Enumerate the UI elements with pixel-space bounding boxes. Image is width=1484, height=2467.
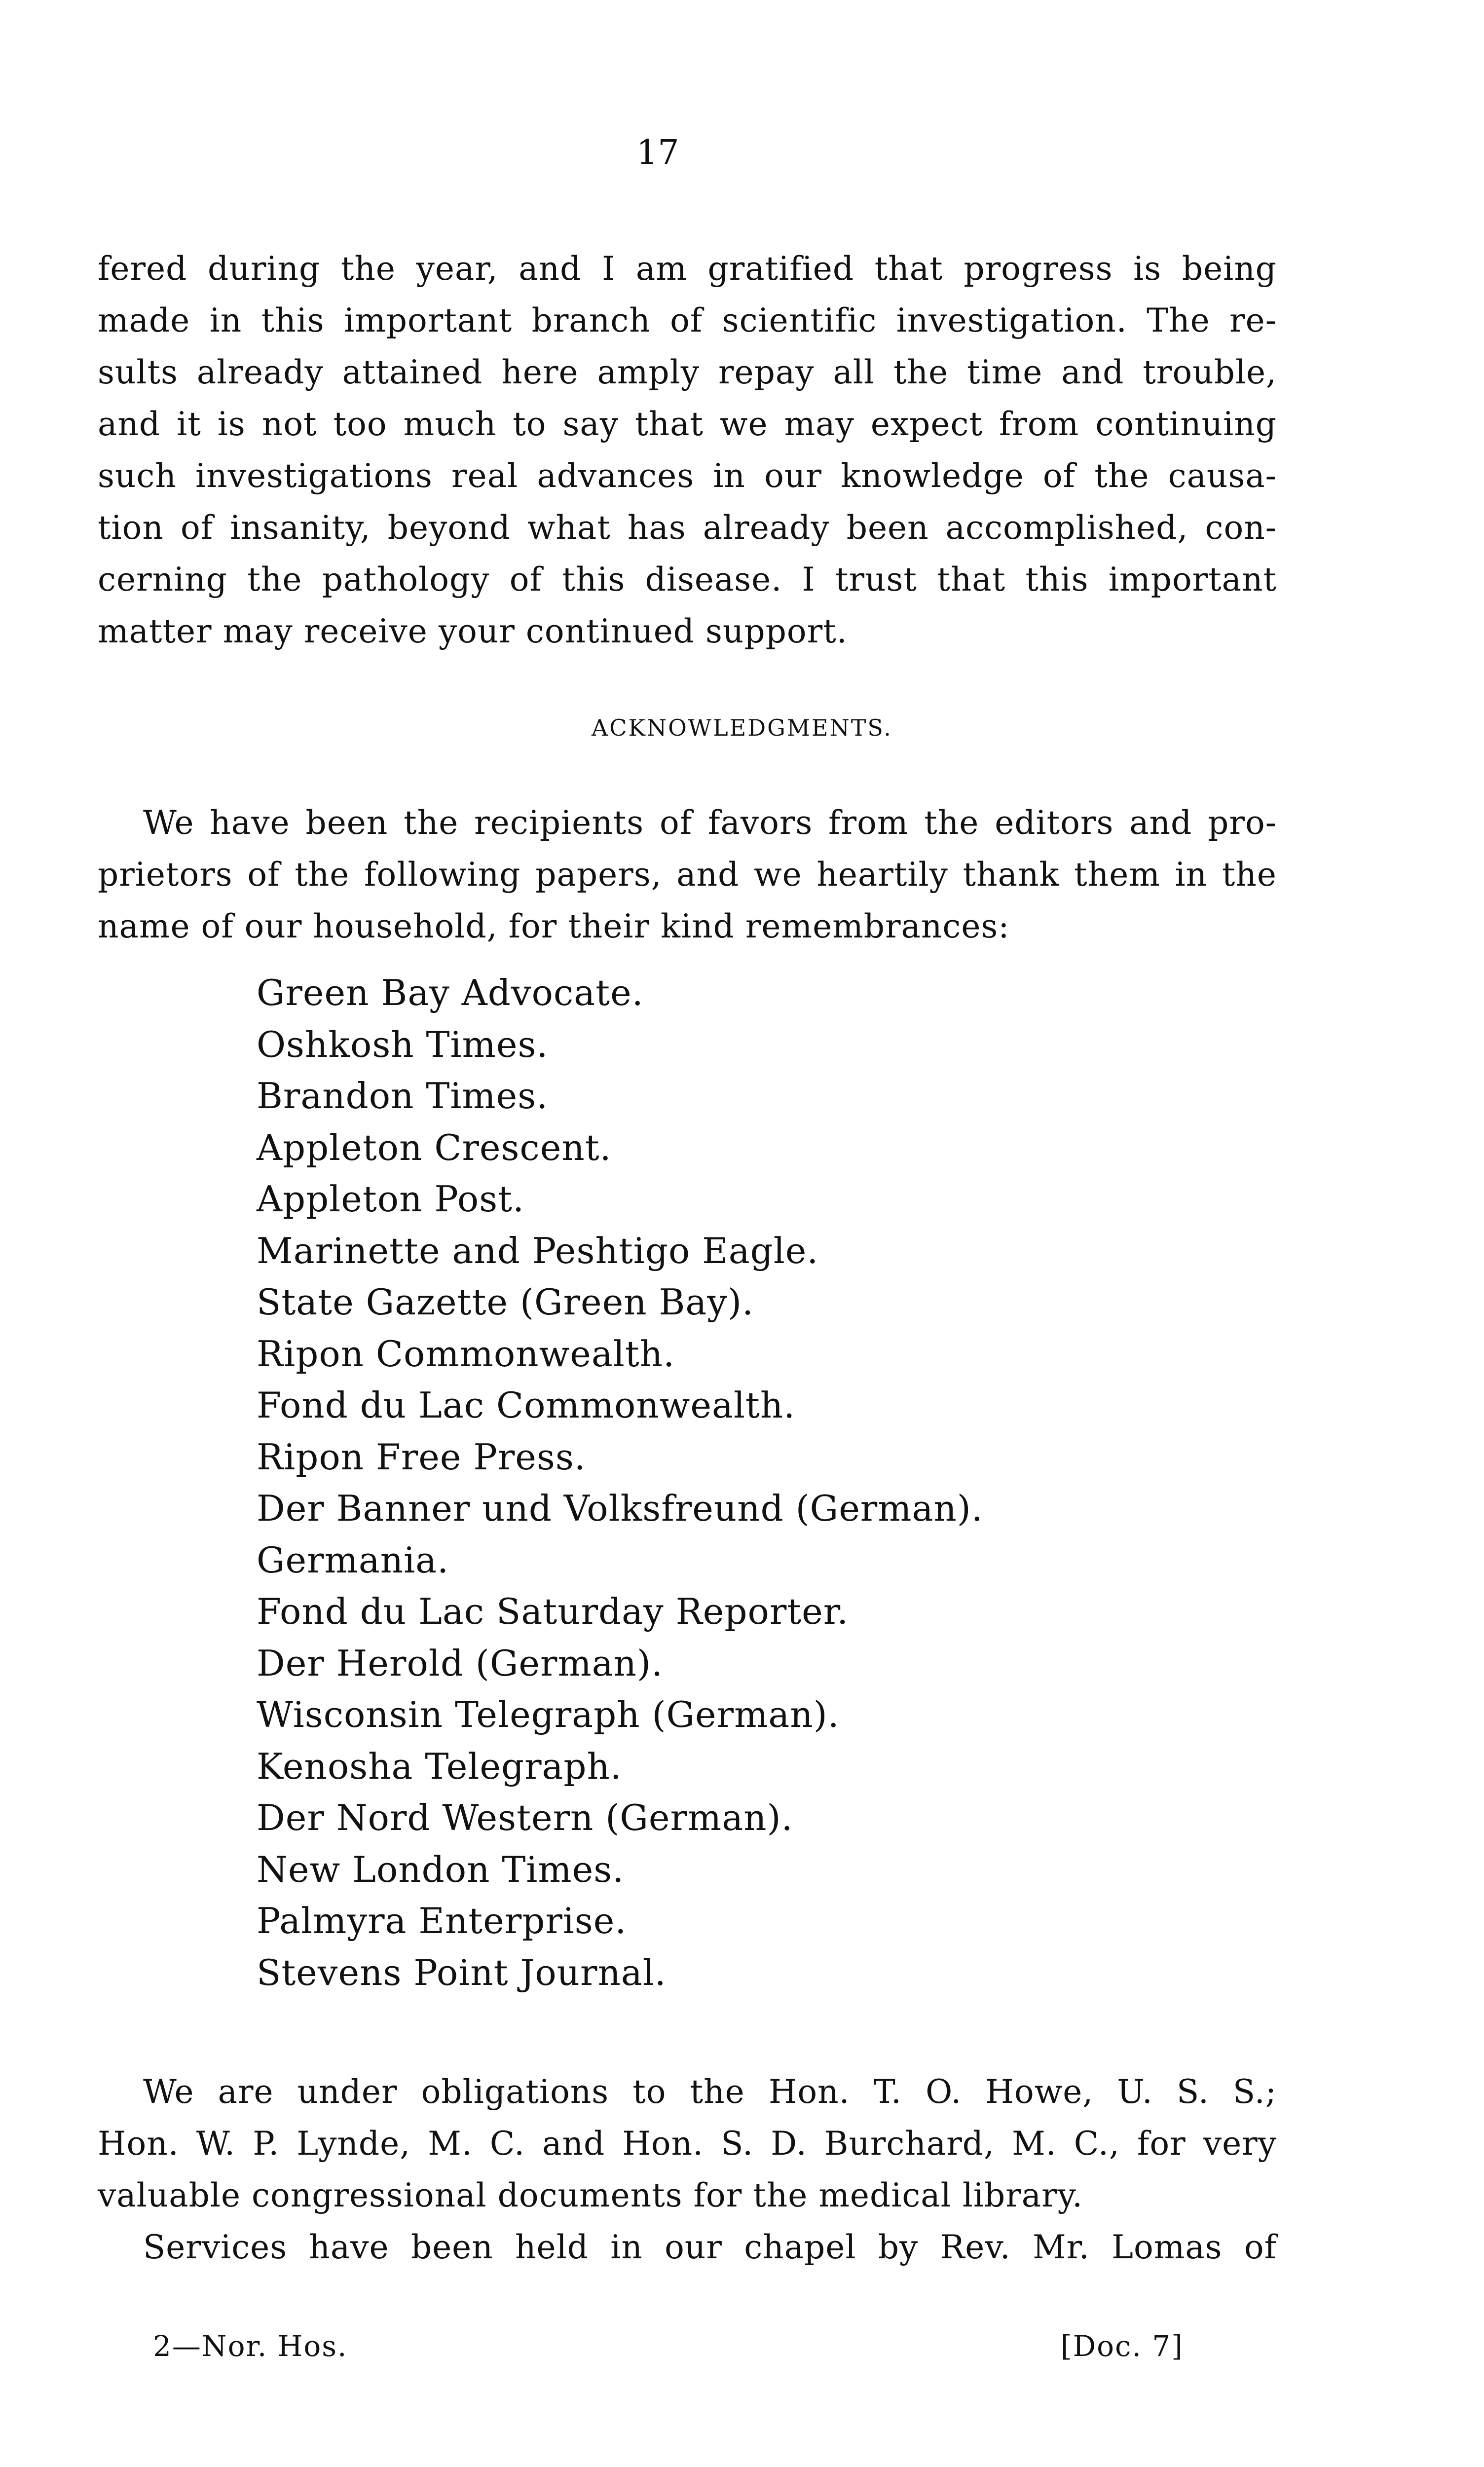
papers-list	[257, 967, 983, 1998]
list-item: Marinette and Peshtigo Eagle.	[257, 1230, 819, 1271]
list-item: State Gazette (Green Bay).	[257, 1281, 754, 1323]
body-line: Hon. W. P. Lynde, M. C. and Hon. S. D. Burchard, M. C., for very	[98, 2125, 1277, 2163]
list-item: Ripon Free Press.	[257, 1436, 586, 1478]
body-line: We have been the recipients of favors from the editors and pro-	[143, 804, 1277, 842]
footer-doc-label: [Doc. 7]	[1061, 2329, 1184, 2363]
body-line: valuable congressional documents for the medical library.	[98, 2176, 1083, 2214]
list-item: Oshkosh Times.	[257, 1023, 549, 1065]
list-item: Wisconsin Telegraph (German).	[257, 1694, 840, 1735]
body-line: matter may receive your continued support.	[98, 612, 848, 650]
list-item: Green Bay Advocate.	[257, 972, 644, 1013]
list-item: Appleton Crescent.	[257, 1126, 612, 1168]
list-item: Der Herold (German).	[257, 1642, 663, 1684]
list-item: Ripon Commonwealth.	[257, 1333, 675, 1375]
body-line: sults already attained here amply repay all the time and trouble,	[98, 353, 1277, 391]
body-line: tion of insanity, beyond what has already been accomplished, con-	[98, 509, 1277, 547]
list-item: Kenosha Telegraph.	[257, 1745, 622, 1787]
list-item: New London Times.	[257, 1848, 625, 1890]
body-line: prietors of the following papers, and we heartily thank them in the	[98, 856, 1277, 894]
body-line: cerning the pathology of this disease. I trust that this important	[98, 561, 1277, 598]
list-item: Brandon Times.	[257, 1075, 549, 1117]
page-number: 17	[636, 133, 679, 172]
list-item: Germania.	[257, 1539, 449, 1581]
list-item: Der Banner und Volksfreund (German).	[257, 1488, 983, 1529]
list-item: Appleton Post.	[257, 1178, 524, 1220]
section-heading: ACKNOWLEDGMENTS.	[592, 714, 892, 741]
list-item: Fond du Lac Commonwealth.	[257, 1384, 796, 1426]
body-line: and it is not too much to say that we may expect from continuing	[98, 405, 1277, 443]
list-item: Palmyra Enterprise.	[257, 1900, 627, 1942]
list-item: Fond du Lac Saturday Reporter.	[257, 1591, 849, 1632]
body-line: name of our household, for their kind remembrances:	[98, 907, 1010, 945]
body-line: We are under obligations to the Hon. T. O. Howe, U. S. S.;	[143, 2073, 1277, 2111]
body-line: fered during the year, and I am gratified that progress is being	[98, 250, 1277, 288]
body-line: made in this important branch of scientific investigation. The re-	[98, 301, 1277, 339]
body-line: Services have been held in our chapel by Rev. Mr. Lomas of	[143, 2228, 1277, 2266]
footer-signature: 2—Nor. Hos.	[153, 2329, 348, 2363]
list-item: Der Nord Western (German).	[257, 1797, 793, 1838]
list-item: Stevens Point Journal.	[257, 1951, 667, 1993]
body-line: such investigations real advances in our knowledge of the causa-	[98, 457, 1277, 495]
